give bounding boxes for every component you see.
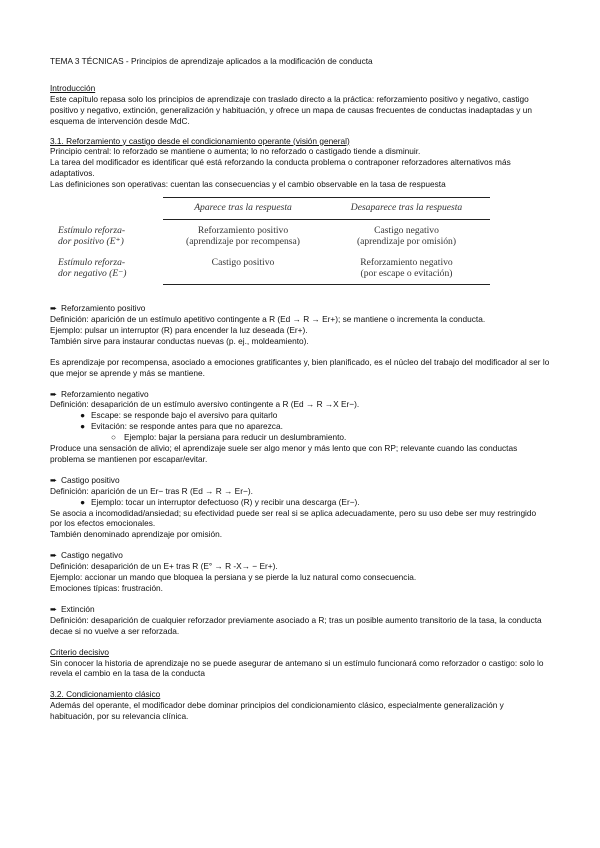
list-item-text: Ejemplo: bajar la persiana para reducir un deslumbramiento.: [124, 432, 347, 443]
cell-line: Castigo negativo: [374, 225, 439, 237]
list-item: [50, 497, 550, 508]
ext-definition: Definición: desaparición de cualquier reforzador previamente asociado a R; tras un posible aumento transitorio de la tasa, la conducta decae si no vuelve a ser reforzada.: [50, 614, 542, 636]
row-label-line: dor negativo (E⁻): [58, 268, 127, 280]
rp-example: Ejemplo: pulsar un interruptor (R) para encender la luz deseada (Er+).: [50, 324, 308, 335]
col-header-disappears: Desaparece tras la respuesta: [323, 198, 490, 220]
cell-line: Reforzamiento positivo: [197, 225, 289, 237]
filled-circle-icon: ●: [80, 410, 86, 421]
list-item: [50, 421, 550, 432]
row-label-line: dor positivo (E⁺): [58, 235, 124, 247]
rn-title: Reforzamiento negativo: [61, 388, 149, 399]
cn-emotions: Emociones típicas: frustración.: [50, 583, 163, 593]
right-arrow-icon: ➨: [50, 550, 57, 561]
empty-header-cell: [58, 198, 163, 220]
section-3-1-heading: 3.1. Reforzamiento y castigo desde el condicionamiento operante (visión general): [50, 135, 350, 146]
right-arrow-icon: ➨: [50, 388, 57, 399]
right-arrow-icon: ➨: [50, 603, 57, 614]
row-label-line: Estímulo reforza-: [58, 224, 126, 236]
rp-definition: Definición: aparición de un estímulo apetitivo contingente a R (Ed → R → Er+); se mantiene o incrementa la conducta.: [50, 313, 486, 324]
document-title: TEMA 3 TÉCNICAS - Principios de aprendizaje aplicados a la modificación de conducta: [50, 56, 373, 66]
cell-line: (aprendizaje por omisión): [356, 236, 457, 248]
rn-definition: Definición: desaparición de un estímulo aversivo contingente a R (Ed → R →X Er−).: [50, 399, 360, 410]
cell-line: (por escape o evitación): [360, 268, 453, 280]
rp-also: También sirve para instaurar conductas nuevas (p. ej., moldeamiento).: [50, 335, 309, 346]
cell-negative-reinforcement: [323, 252, 490, 285]
cell-positive-punishment: [163, 252, 323, 285]
right-arrow-icon: ➨: [50, 303, 57, 314]
hollow-circle-icon: ○: [111, 432, 117, 443]
rp-paragraph: Es aprendizaje por recompensa, asociado a emociones gratificantes y, bien planificado, es el núcleo del trabajo del modificador al ser lo que mejor se aprende y más se mantiene.: [50, 356, 550, 378]
cp-definition: Definición: aparición de un Er− tras R (Ed → R → Er−).: [50, 485, 253, 496]
cp-title-line: [50, 475, 550, 486]
list-item-text: Evitación: se responde antes para que no aparezca.: [91, 421, 283, 432]
cp-paragraph: Se asocia a incomodidad/ansiedad; su efectividad puede ser real si se aplica adecuadamente, pero su uso debe ser muy restringido por los efectos emocionales.: [50, 507, 537, 529]
section-3-1-line: Principio central: lo reforzado se mantiene o aumenta; lo no reforzado o castigado tiende a disminuir.: [50, 146, 421, 157]
cn-definition: Definición: desaparición de un E+ tras R (E° → R -X→ − Er+).: [50, 561, 278, 572]
criterio-heading: Criterio decisivo: [50, 646, 110, 657]
list-item-text: Ejemplo: tocar un interruptor defectuoso (R) y recibir una descarga (Er−).: [91, 496, 360, 507]
list-item: [50, 410, 550, 421]
table-row: [58, 220, 490, 253]
filled-circle-icon: ●: [80, 421, 86, 432]
cell-line: Reforzamiento negativo: [360, 257, 453, 269]
cell-line: Castigo positivo: [211, 257, 275, 269]
section-3-2-heading: 3.2. Condicionamiento clásico: [50, 689, 161, 700]
document-page: [50, 56, 550, 722]
rn-title-line: [50, 389, 550, 400]
row-label-negative: [58, 252, 163, 285]
list-item-text: Escape: se responde bajo el aversivo para quitarlo: [91, 410, 278, 421]
row-label-line: Estímulo reforza-: [58, 257, 126, 269]
table-row: [58, 252, 490, 285]
rn-paragraph: Produce una sensación de alivio; el aprendizaje suele ser algo menor y más lento que con RP; relevante cuando las conductas problema se mantienen por escapar/evitar.: [50, 443, 518, 464]
cp-also: También denominado aprendizaje por omisión.: [50, 529, 223, 540]
col-header-appears: Aparece tras la respuesta: [163, 198, 323, 220]
cn-title: Castigo negativo: [61, 550, 123, 561]
ext-title-line: [50, 604, 550, 615]
rp-title: Reforzamiento positivo: [61, 303, 146, 314]
cell-line: (aprendizaje por recompensa): [186, 236, 300, 248]
reinforcement-matrix-figure: [50, 197, 550, 295]
rp-title-line: [50, 303, 550, 314]
criterio-text: Sin conocer la historia de aprendizaje no se puede asegurar de antemano si un estímulo funcionará como reforzador o castigo: solo lo revela el cambio en la tasa de la conducta: [50, 657, 544, 679]
ext-title: Extinción: [61, 603, 95, 614]
reinforcement-matrix-table: [58, 197, 490, 285]
cp-title: Castigo positivo: [61, 474, 120, 485]
section-3-1-line: La tarea del modificador es identificar qué está reforzando la conducta problema o contraponer reforzadores alternativos más adaptativos.: [50, 157, 511, 179]
cell-positive-reinforcement: [163, 220, 323, 253]
list-item: [50, 432, 550, 443]
cn-example: Ejemplo: accionar un mando que bloquea la persiana y se pierde la luz natural como consecuencia.: [50, 572, 417, 583]
filled-circle-icon: ●: [80, 496, 86, 507]
intro-heading: Introducción: [50, 82, 96, 93]
cn-title-line: [50, 550, 550, 561]
right-arrow-icon: ➨: [50, 474, 57, 485]
cell-negative-punishment: [323, 220, 490, 253]
section-3-1-line: Las definiciones son operativas: cuentan las consecuencias y el cambio observable en la tasa de respuesta: [50, 179, 446, 190]
section-3-2-text: Además del operante, el modificador debe dominar principios del condicionamiento clásico, especialmente generalización y habituación, por su relevancia clínica.: [50, 700, 504, 722]
intro-text: Este capítulo repasa solo los principios de aprendizaje con traslado directo a la práctica: reforzamiento positivo y negativo, castigo positivo y negativo, extinción, generalización y habituación, y ofrece un mapa de causas frecuentes de conductas inadaptadas y un esquema de intervención desde MdC.: [50, 93, 532, 126]
row-label-positive: [58, 220, 163, 253]
